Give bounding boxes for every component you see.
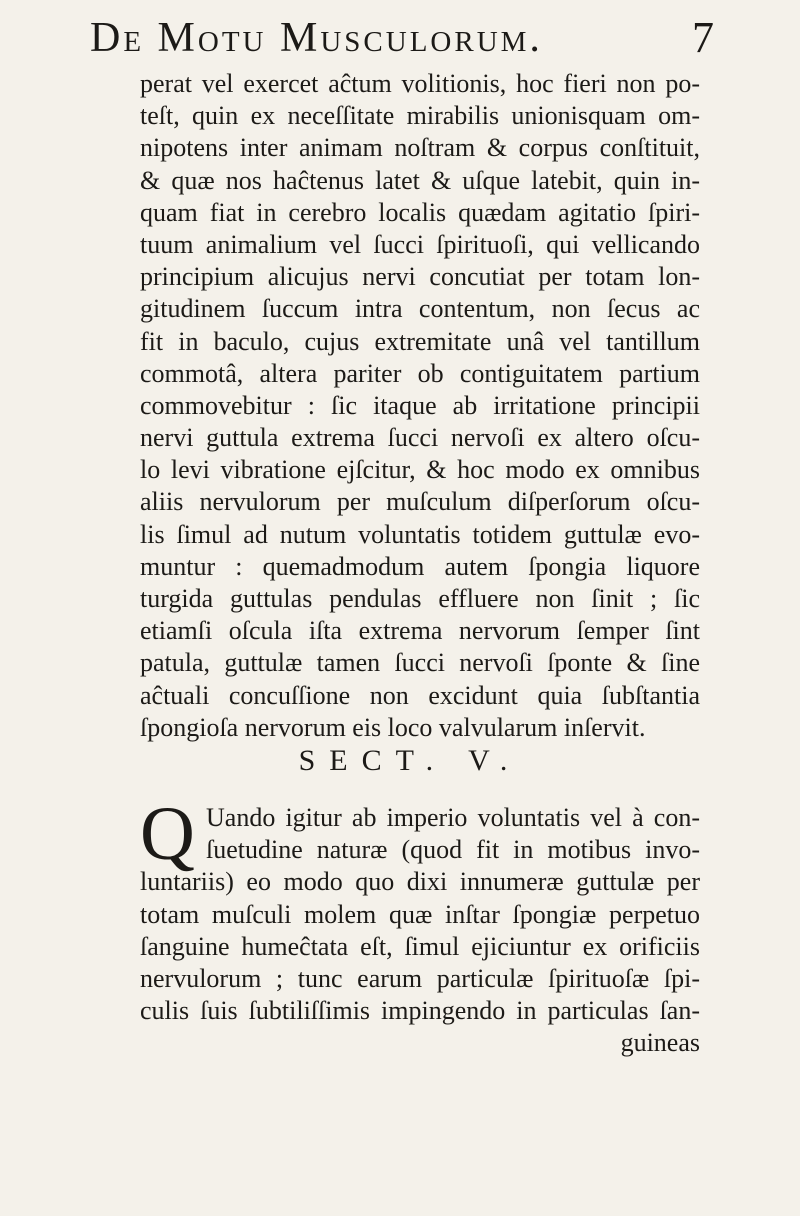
text-line: aĉtuali concuſſione non excidunt quia ſubſtantia <box>140 680 700 710</box>
text-line: muntur : quemadmodum autem ſpongia liquore <box>140 551 700 581</box>
text-line: luntariis) eo modo quo dixi innumeræ guttulæ per <box>140 867 700 897</box>
text-line: principium alicujus nervi concutiat per totam lon- <box>140 262 700 292</box>
text-line: totam muſculi molem quæ inſtar ſpongiæ perpetuo <box>140 899 700 929</box>
text-line: Uando igitur ab imperio voluntatis vel à con- <box>206 803 700 832</box>
text-line: ſpongioſa nervorum eis loco valvularum inſervit. <box>140 712 646 742</box>
text-line: etiamſi oſcula iſta extrema nervorum ſemper ſint <box>140 616 700 646</box>
text-line: perat vel exercet aĉtum volitionis, hoc fieri non po- <box>140 69 700 98</box>
section-heading: SECT. V. <box>298 744 522 777</box>
text-line: patula, guttulæ tamen ſucci nervoſi ſponte & ſine <box>140 648 700 678</box>
text-line: turgida guttulas pendulas effluere non ſinit ; ſic <box>140 584 700 613</box>
text-line: nervi guttula extrema ſucci nervoſi ex altero oſcu- <box>140 423 700 453</box>
text-line: teſt, quin ex neceſſitate mirabilis unionisquam om- <box>140 101 700 131</box>
section-five-text <box>140 792 700 1060</box>
text-line: culis ſuis ſubtiliſſimis impingendo in particulas ſan- <box>140 996 700 1026</box>
text-line: commotâ, altera pariter ob contiguitatem partium <box>140 358 700 388</box>
text-line: nervulorum ; tunc earum particulæ ſpirituoſæ ſpi- <box>140 963 700 993</box>
text-line: ſuetudine naturæ (quod fit in motibus invo- <box>206 835 700 865</box>
text-line: tuum animalium vel ſucci ſpirituoſi, qui vellicando <box>140 229 700 259</box>
text-line: ſanguine humeĉtata eſt, ſimul ejiciuntur ex orificiis <box>140 931 700 961</box>
page-number: 7 <box>692 13 714 62</box>
drop-cap: Q <box>140 792 195 876</box>
text-line: & quæ nos haĉtenus latet & uſque latebit, quin in- <box>140 165 700 195</box>
section-four-continuation <box>140 68 700 744</box>
running-title: De Motu Musculorum. <box>90 15 543 61</box>
text-line: lo levi vibratione ejſcitur, & hoc modo ex omnibus <box>140 455 700 485</box>
text-line: aliis nervulorum per muſculum diſperſorum oſcu- <box>140 487 700 517</box>
text-line: quam fiat in cerebro localis quædam agitatio ſpiri- <box>140 197 700 227</box>
page-header <box>0 8 800 64</box>
catchword: guineas <box>620 1028 700 1058</box>
text-line: fit in baculo, cujus extremitate unâ vel tantillum <box>140 326 700 356</box>
text-line: commovebitur : ſic itaque ab irritatione principii <box>140 390 700 420</box>
text-line: nipotens inter animam noſtram & corpus conſtituit, <box>140 133 700 163</box>
text-line: gitudinem ſuccum intra contentum, non ſecus ac <box>140 294 700 324</box>
text-line: lis ſimul ad nutum voluntatis totidem guttulæ evo- <box>140 519 700 549</box>
